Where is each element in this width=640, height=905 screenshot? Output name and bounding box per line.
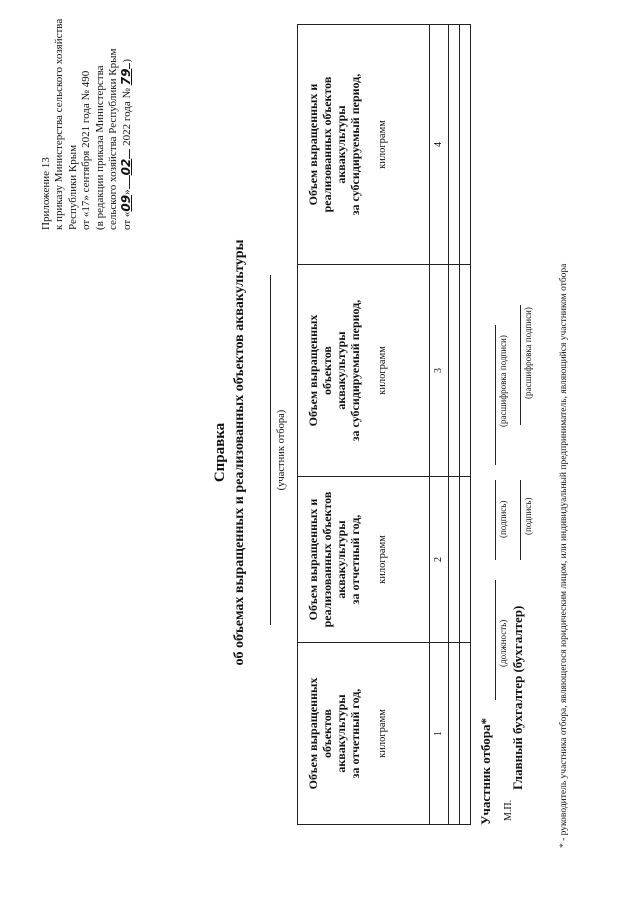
header-line: аквакультуры bbox=[334, 105, 348, 184]
header-unit: килограмм bbox=[377, 709, 388, 758]
column-number: 1 bbox=[430, 643, 449, 825]
table-header-cell bbox=[298, 643, 430, 825]
seal-mark: М.П. bbox=[503, 799, 514, 821]
document-subtitle: об объемах выращенных и реализованных объектов аквакультуры bbox=[232, 239, 247, 666]
header-line: за отчетный год, bbox=[348, 688, 362, 779]
date-quote: » bbox=[121, 189, 134, 195]
appendix-line: к приказу Министерства сельского хозяйства bbox=[53, 18, 66, 230]
column-number-row bbox=[430, 25, 449, 825]
number-blank bbox=[129, 63, 130, 69]
date-blank bbox=[129, 175, 130, 189]
data-cell[interactable] bbox=[449, 643, 460, 825]
footnote: * - руководитель участника отбора, являющегося юридическим лицом, или индивидуальный предприниматель, являющийся участником отбора bbox=[559, 263, 569, 848]
accountant-label: Главный бухгалтер (бухгалтер) bbox=[510, 605, 525, 790]
table-header-cell bbox=[298, 265, 430, 477]
appendix-date-line bbox=[120, 0, 134, 230]
header-unit: килограмм bbox=[377, 346, 388, 395]
participant-label: Участник отбора* bbox=[478, 717, 493, 825]
header-line: Объем выращенных и bbox=[306, 498, 320, 621]
data-cell[interactable] bbox=[449, 477, 460, 643]
data-cell[interactable] bbox=[449, 265, 460, 477]
table-data-row bbox=[460, 25, 471, 825]
column-number: 2 bbox=[430, 477, 449, 643]
signature-caption: (подпись) bbox=[498, 500, 508, 538]
column-number: 3 bbox=[430, 265, 449, 477]
appendix-line: Приложение 13 bbox=[40, 157, 52, 230]
date-blank bbox=[129, 149, 130, 159]
header-line: реализованных объектов bbox=[320, 491, 334, 628]
position-line[interactable] bbox=[495, 580, 496, 700]
header-line: объектов bbox=[320, 709, 334, 758]
volumes-table bbox=[297, 24, 471, 825]
appendix-line: Республики Крым bbox=[66, 144, 79, 230]
date-suffix: ) bbox=[121, 58, 134, 63]
header-line: за отчетный год, bbox=[348, 514, 362, 605]
document-title: Справка bbox=[212, 422, 228, 483]
header-line: аквакультуры bbox=[334, 694, 348, 773]
date-prefix: от « bbox=[121, 211, 134, 230]
data-cell[interactable] bbox=[460, 265, 471, 477]
decoding-line[interactable] bbox=[495, 325, 496, 465]
header-line: аквакультуры bbox=[334, 520, 348, 599]
header-line: за субсидируемый период, bbox=[348, 73, 362, 216]
table-header-row bbox=[298, 25, 430, 825]
header-unit: килограмм bbox=[377, 535, 388, 584]
header-line: Объем выращенных bbox=[306, 677, 320, 790]
decoding-caption: (расшифровка подписи) bbox=[498, 335, 508, 427]
table-data-row bbox=[449, 25, 460, 825]
table-header-cell bbox=[298, 25, 430, 265]
header-line: Объем выращенных bbox=[306, 314, 320, 427]
accountant-signature-line[interactable] bbox=[520, 480, 521, 560]
accountant-decoding-caption: (расшифровка подписи) bbox=[523, 307, 533, 399]
handwritten-month: 02 bbox=[119, 158, 134, 176]
appendix-line: от «17» сентября 2021 года № 490 bbox=[80, 70, 93, 230]
handwritten-number: 79 bbox=[119, 68, 134, 86]
header-line: реализованных объектов bbox=[320, 76, 334, 213]
participant-underline bbox=[270, 275, 271, 625]
accountant-decoding-line[interactable] bbox=[520, 305, 521, 425]
accountant-signature-caption: (подпись) bbox=[523, 497, 533, 535]
header-line: объектов bbox=[320, 346, 334, 395]
header-line: Объем выращенных и bbox=[306, 83, 320, 206]
data-cell[interactable] bbox=[449, 25, 460, 265]
appendix-line: (в редакции приказа Министерства bbox=[93, 65, 106, 230]
header-line: аквакультуры bbox=[334, 331, 348, 410]
header-unit: килограмм bbox=[377, 120, 388, 169]
signature-line[interactable] bbox=[495, 480, 496, 560]
position-caption: (должность) bbox=[498, 619, 508, 667]
data-cell[interactable] bbox=[460, 477, 471, 643]
appendix-line: сельского хозяйства Республики Крым bbox=[107, 48, 120, 230]
handwritten-day: 09 bbox=[119, 194, 134, 212]
participant-caption: (участник отбора) bbox=[276, 409, 287, 491]
data-cell[interactable] bbox=[460, 643, 471, 825]
header-line: за субсидируемый период, bbox=[348, 299, 362, 442]
date-year: 2022 года № bbox=[121, 88, 134, 146]
column-number: 4 bbox=[430, 25, 449, 265]
appendix-block bbox=[40, 0, 135, 230]
data-cell[interactable] bbox=[460, 25, 471, 265]
table-header-cell bbox=[298, 477, 430, 643]
